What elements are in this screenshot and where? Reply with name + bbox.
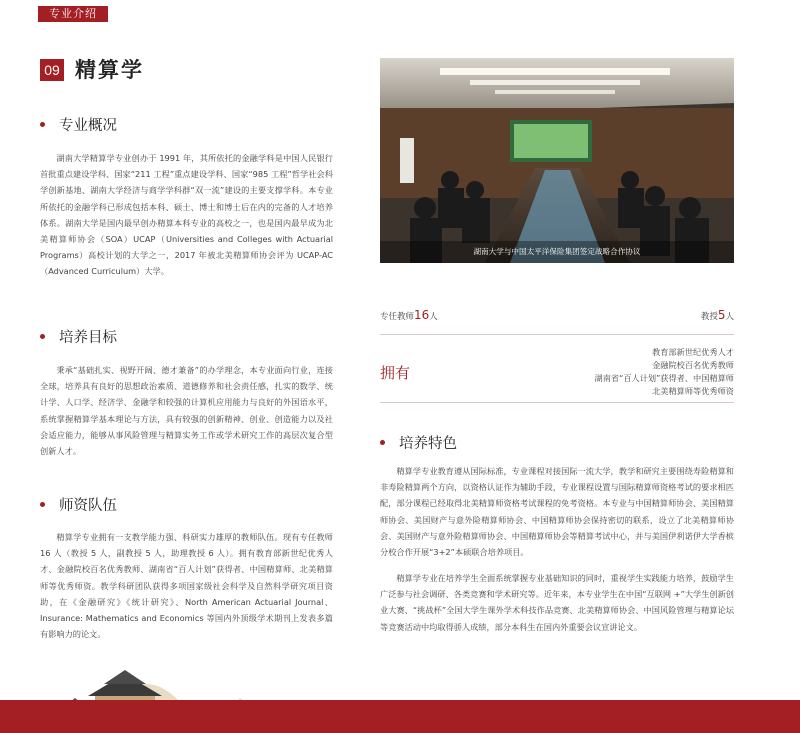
- faculty-heading: [40, 496, 117, 516]
- teachers-stat: [380, 308, 438, 324]
- overview-text: 湖南大学精算学专业创办于 1991 年，其所依托的金融学科是中国人民银行首批重点建设学科、国家“211 工程”重点建设学科、国家“985 工程”哲学社会科学创新基地、湖南大学经济与商学学科群“双一流”建设的主要支撑学科。本专业所依托的金融学科已形成包括本科、硕士、博士和博士后在内的完备的人才培养体系。湖南大学是国内最早创办精算本科专业的高校之一，也是国内最早成为北美精算师协会（SOA）UCAP（Universities and Colleges with Actuarial Programs）高校计划的大学之一，2017 年被北美精算师协会评为 UCAP-AC（Advanced Curriculum）大学。: [40, 153, 333, 277]
- bullet-dot-icon: [40, 334, 45, 339]
- teachers-value: 16: [414, 308, 430, 322]
- photo-caption: 湖南大学与中国太平洋保险集团签定战略合作协议: [380, 241, 734, 263]
- honor-item: 湖南省“百人计划”获得者、中国精算师: [594, 373, 734, 383]
- features-heading: [380, 434, 457, 454]
- honor-item: 北美精算师等优秀师资: [652, 386, 734, 396]
- features-text-1: 精算学专业教育遵从国际标准，专业课程对接国际一流大学，教学和研究主要围绕寿险精算和非寿险精算两个方向，以资格认证作为辅助手段，专业课程设置与国际精算师资格考试的要求相匹配，部分课程已经取得北美精算师资格考试课程的免考资格。本专业与中国精算师协会、美国精算师协会、美国财产与意外险精算师协会、中国精算师协会保持密切的联系，设立了北美精算师协会、美国财产与意外险精算师协会、中国精算师协会等精算考试中心，并与美国伊利诺伊大学香槟分校合作开展“3+2”本硕联合培养项目。: [380, 466, 734, 558]
- section-tag: 专业介绍: [38, 6, 108, 22]
- features-text-2: 精算学专业在培养学生全面系统掌握专业基础知识的同时，重视学生实践能力培养，鼓励学生广泛参与社会调研、各类竞赛和学术研究等。近年来，本专业学生在中国“互联网 +”大学生创新创业大赛、“挑战杯”全国大学生课外学术科技作品竞赛、北美精算师协会、中国风险管理与精算论坛等竞赛活动中均取得骄人成绩，部分本科生在国内外重要会议宣讲论文。: [380, 573, 734, 632]
- honors-list: [595, 346, 734, 398]
- honor-item: 教育部新世纪优秀人才: [652, 347, 734, 357]
- teachers-label: 专任教师: [380, 312, 415, 322]
- meeting-photo: [380, 58, 734, 263]
- faculty-text: 精算学专业拥有一支教学能力强、科研实力雄厚的教师队伍。现有专任教师 16 人（教授 5 人，副教授 5 人，助理教授 6 人）。拥有教育部新世纪优秀人才、金融院校百名优秀教师、湖南省“百人计划”获得者、中国精算师、北美精算师等优秀师资。教学科研团队获得多项国家级社会科学及自然科学研究项目资助，在《金融研究》《统计研究》、North American Actuarial Journal、Insurance: Mathematics and Economics 等国内外顶级学术期刊上发表多篇有影响力的论文。: [40, 532, 333, 640]
- page-title: 精算学: [75, 58, 144, 82]
- meeting-room-illustration: [380, 58, 734, 263]
- overview-heading: [40, 116, 117, 136]
- features-title: 培养特色: [399, 436, 457, 452]
- professors-label: 教授: [700, 312, 718, 322]
- overview-title: 专业概况: [59, 118, 117, 134]
- professors-unit: 人: [725, 312, 734, 322]
- honors-divider: [380, 402, 734, 403]
- goals-text: 秉承“基础扎实、视野开阔、德才兼备”的办学理念，本专业面向行业，连接全球，培养具有良好的思想政治素质、道德修养和社会责任感，扎实的数学、统计学、人口学、经济学、金融学和较强的计算机应用能力与良好的外国语水平，系统掌握精算学基本理论与方法，具有较强的创新精神、创业、创造能力以及社会适应能力，能够从事风险管理与精算实务工作或学术研究工作的高层次复合型创新人才。: [40, 365, 333, 457]
- faculty-title: 师资队伍: [59, 498, 117, 514]
- honor-item: 金融院校百名优秀教师: [652, 360, 734, 370]
- stats-divider: [380, 334, 734, 335]
- goals-heading: [40, 328, 117, 348]
- honors-label: 拥有: [380, 364, 411, 382]
- bullet-dot-icon: [40, 122, 45, 127]
- major-number: 09: [40, 59, 64, 81]
- professors-value: 5: [717, 308, 726, 322]
- bullet-dot-icon: [40, 502, 45, 507]
- footer-bar: [0, 700, 800, 733]
- bullet-dot-icon: [380, 440, 385, 445]
- teachers-unit: 人: [429, 312, 438, 322]
- goals-title: 培养目标: [59, 330, 117, 346]
- professors-stat: [701, 308, 734, 324]
